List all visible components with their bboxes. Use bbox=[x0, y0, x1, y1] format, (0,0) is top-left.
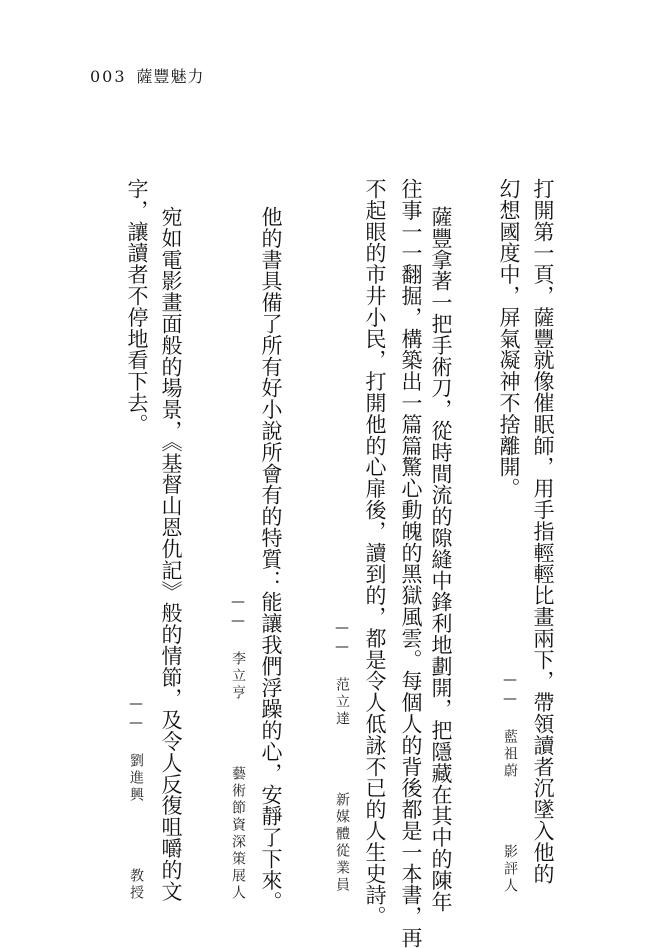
quote-2-line-2: 往事一一翻掘，構築出一篇篇驚心動魄的黑獄風雲。每個人的背後都是一本書，再 bbox=[399, 178, 423, 948]
quote-3-attribution bbox=[228, 594, 248, 902]
attribution-dash: —— bbox=[230, 594, 246, 632]
page-number: 003 bbox=[90, 67, 127, 86]
attribution-title: 新媒體從業員 bbox=[334, 792, 350, 894]
quote-2-attribution bbox=[332, 620, 352, 894]
quote-2-line-1: 薩豐拿著一把手術刀，從時間流的隙縫中鋒利地劃開，把隱藏在其中的陳年 bbox=[429, 206, 453, 913]
attribution-dash: —— bbox=[502, 672, 518, 710]
quote-3-line-1: 他的書具備了所有好小說所會有的特質：能讓我們浮躁的心，安靜了下來。 bbox=[259, 206, 283, 913]
attribution-name: 李立亨 bbox=[230, 651, 246, 702]
attribution-name: 劉進興 bbox=[128, 753, 144, 804]
quote-2-line-3: 不起眼的市井小民，打開他的心扉後，讀到的，都是令人低詠不已的人生史詩。 bbox=[363, 178, 387, 927]
quote-4-line-1: 宛如電影畫面般的場景，《基督山恩仇記》般的情節，及令人反復咀嚼的文 bbox=[159, 206, 183, 902]
attribution-name: 范立達 bbox=[334, 677, 350, 728]
attribution-title: 藝術節資深策展人 bbox=[230, 766, 246, 902]
attribution-title: 影評人 bbox=[502, 844, 518, 895]
quote-1-attribution bbox=[500, 672, 520, 895]
quote-4-attribution bbox=[126, 696, 146, 902]
attribution-name: 藍祖蔚 bbox=[502, 729, 518, 780]
page-header bbox=[90, 64, 205, 87]
attribution-title: 教授 bbox=[128, 868, 144, 902]
quote-1-line-2: 幻想國度中，屏氣凝神不捨離開。 bbox=[497, 178, 521, 499]
book-title: 薩豐魅力 bbox=[136, 67, 205, 86]
attribution-dash: —— bbox=[128, 696, 144, 734]
attribution-dash: —— bbox=[334, 620, 350, 658]
quote-1-line-1: 打開第一頁，薩豐就像催眠師，用手指輕輕比畫兩下，帶領讀者沉墜入他的 bbox=[531, 178, 555, 885]
quote-4-line-2: 字，讓讀者不停地看下去。 bbox=[125, 178, 149, 435]
